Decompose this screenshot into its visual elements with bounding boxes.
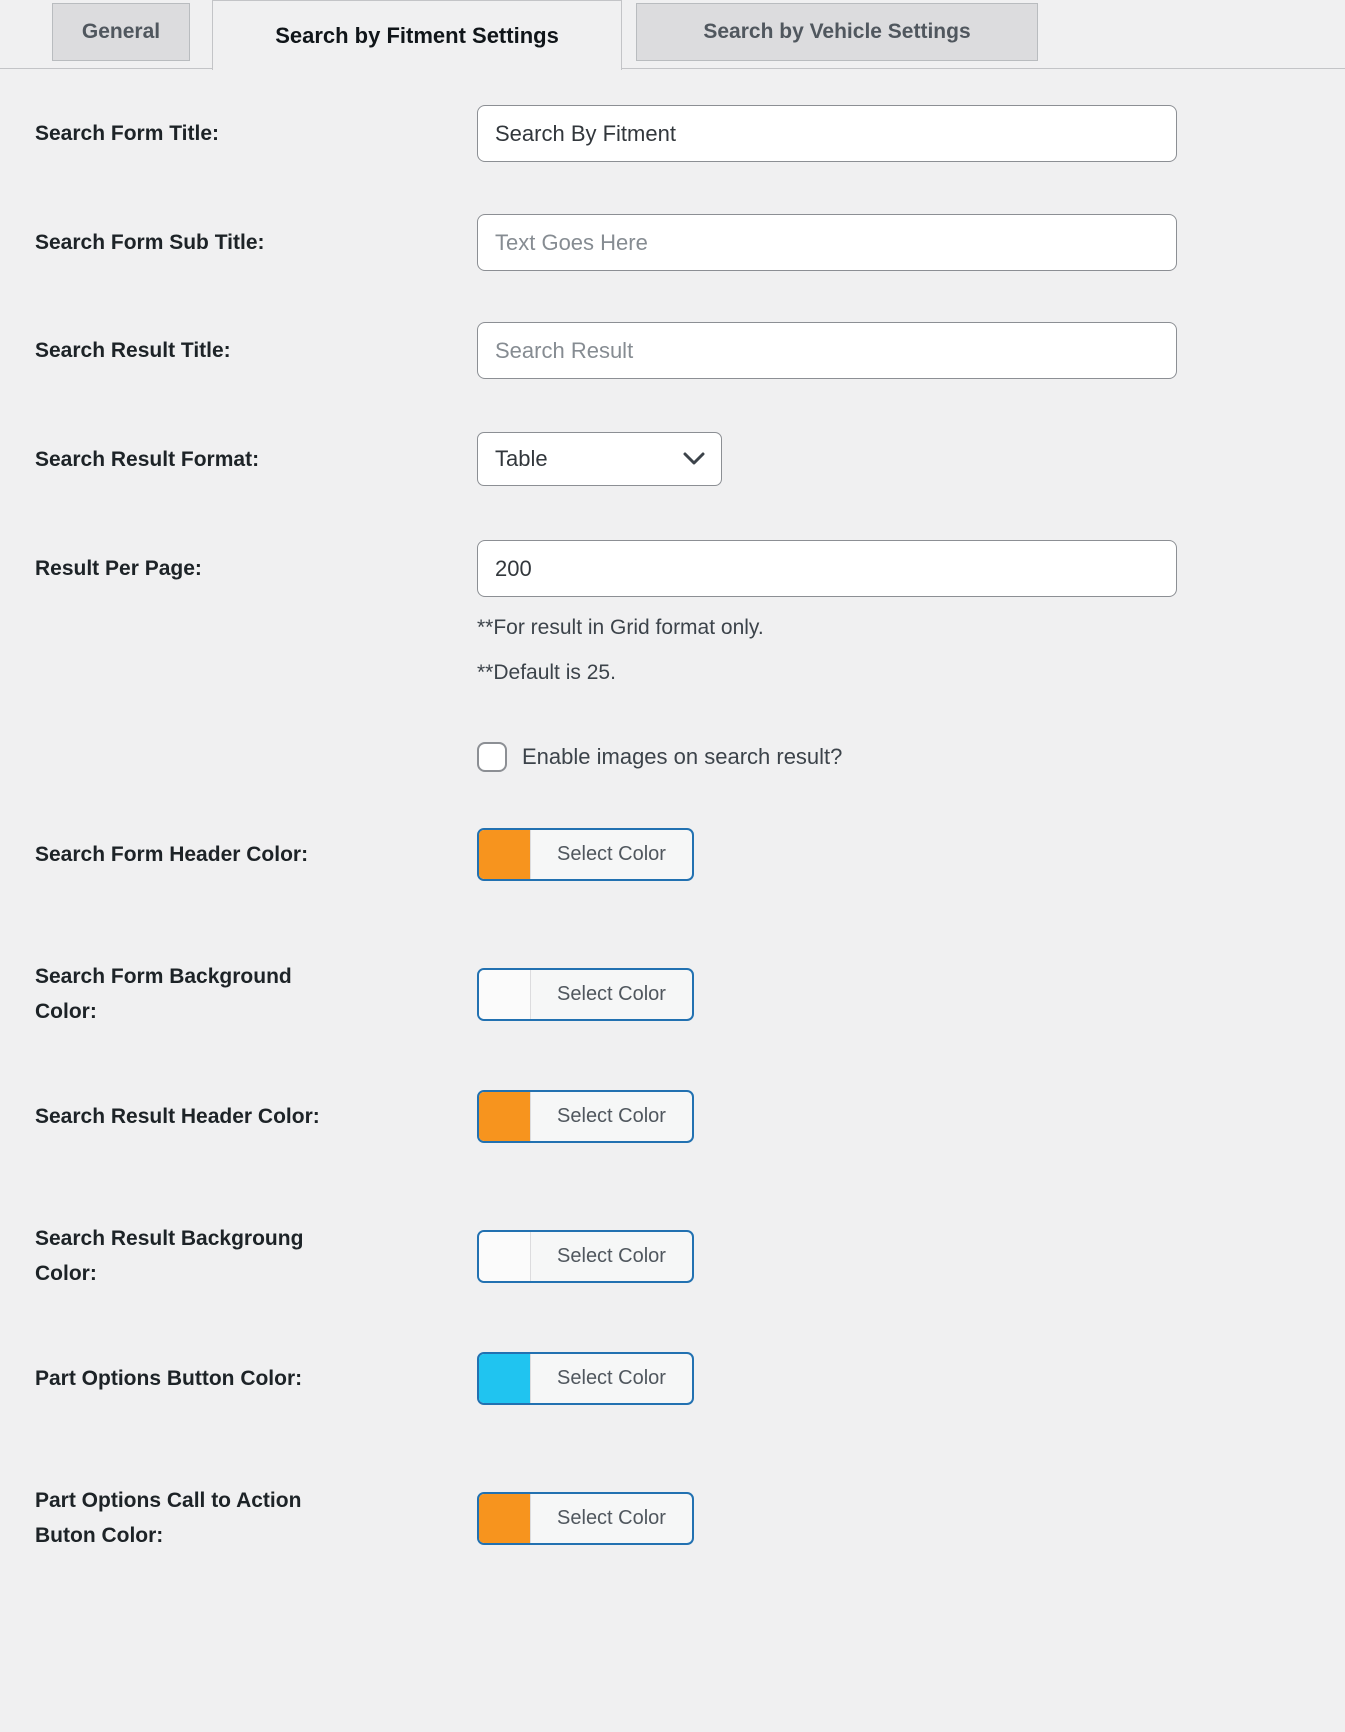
search-result-title-input[interactable] [477, 322, 1177, 379]
select-color-button-label: Select Color [557, 982, 666, 1005]
select-color-button-label: Select Color [557, 1506, 666, 1529]
search-form-sub-title-label: Search Form Sub Title: [35, 231, 265, 254]
search-result-format-select[interactable] [477, 432, 722, 486]
search-form-title-label: Search Form Title: [35, 122, 219, 145]
search-form-header-color-row [35, 828, 694, 881]
tab-search-by-vehicle-settings[interactable]: Search by Vehicle Settings [636, 3, 1038, 61]
result-per-page-note-grid: **For result in Grid format only. [477, 616, 764, 639]
part-options-button-color-label: Part Options Button Color: [35, 1367, 303, 1390]
search-form-title-input[interactable] [477, 105, 1177, 162]
search-result-title-row [35, 322, 1177, 379]
search-result-format-value: Table [495, 446, 548, 471]
part-options-button-color-button[interactable] [477, 1352, 694, 1405]
result-per-page-row [35, 540, 1177, 688]
search-form-sub-title-row [35, 214, 1177, 271]
enable-images-checkbox[interactable] [477, 742, 507, 772]
search-result-format-label: Search Result Format: [35, 447, 260, 471]
color-swatch [479, 1092, 531, 1141]
enable-images-row [477, 742, 842, 772]
search-form-background-color-label: Search Form Background Color: [35, 965, 292, 1023]
part-options-cta-button-color-label: Part Options Call to Action Buton Color: [35, 1489, 302, 1547]
search-result-format-row [35, 432, 722, 486]
color-swatch [479, 1232, 531, 1281]
part-options-cta-button-color-row [35, 1483, 694, 1553]
search-result-background-color-label: Search Result Backgroung Color: [35, 1227, 304, 1285]
enable-images-label: Enable images on search result? [522, 744, 843, 769]
search-result-header-color-label: Search Result Header Color: [35, 1105, 320, 1128]
search-form-header-color-label: Search Form Header Color: [35, 843, 309, 866]
tab-search-by-fitment-settings[interactable]: Search by Fitment Settings [212, 0, 622, 70]
select-color-button-label: Select Color [557, 1105, 666, 1127]
search-result-title-label: Search Result Title: [35, 339, 231, 362]
select-color-button-label: Select Color [557, 1367, 666, 1389]
search-form-header-color-button[interactable] [477, 828, 694, 881]
select-color-button-label: Select Color [557, 1244, 666, 1267]
result-per-page-input[interactable] [477, 540, 1177, 597]
result-per-page-label: Result Per Page: [35, 557, 202, 580]
search-result-header-color-row [35, 1090, 694, 1143]
search-form-background-color-button[interactable] [477, 968, 694, 1021]
color-swatch [479, 970, 531, 1019]
color-swatch [479, 1354, 531, 1403]
part-options-button-color-row [35, 1352, 694, 1405]
search-form-background-color-row [35, 959, 694, 1029]
search-form-sub-title-input[interactable] [477, 214, 1177, 271]
settings-tabs [0, 0, 1345, 69]
color-swatch [479, 1494, 531, 1543]
search-result-background-color-button[interactable] [477, 1230, 694, 1283]
part-options-cta-button-color-button[interactable] [477, 1492, 694, 1545]
select-color-button-label: Select Color [557, 843, 666, 865]
tab-general[interactable]: General [52, 3, 190, 61]
search-result-background-color-row [35, 1221, 694, 1291]
color-swatch [479, 830, 531, 879]
search-form-title-row [35, 105, 1177, 162]
result-per-page-note-default: **Default is 25. [477, 661, 616, 684]
chevron-down-icon [683, 452, 705, 466]
search-result-header-color-button[interactable] [477, 1090, 694, 1143]
